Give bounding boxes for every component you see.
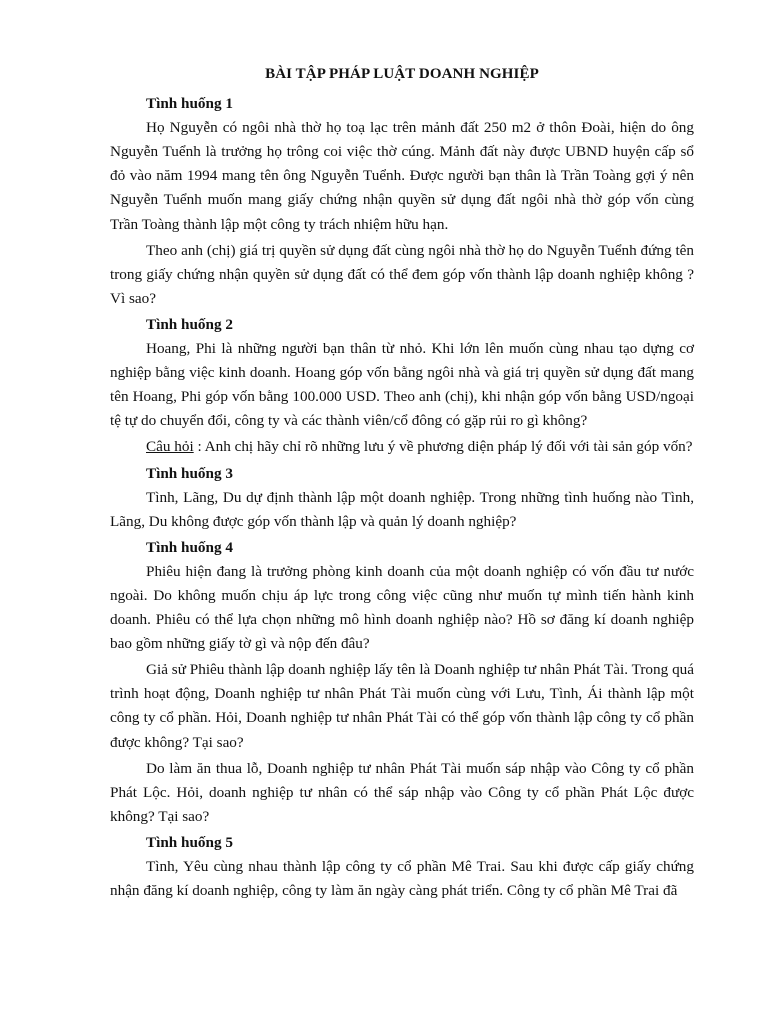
question-text: : Anh chị hãy chỉ rõ những lưu ý về phương diện pháp lý đối với tài sản góp vốn? (193, 438, 693, 456)
section-heading-3: Tình huống 3 (146, 464, 233, 482)
section-2-paragraph-1: Hoang, Phi là những người bạn thân từ nhỏ. Khi lớn lên muốn cùng nhau tạo dựng cơ nghiệp bằng việc kinh doanh. Hoang góp vốn bằng ngôi nhà và giá trị quyền sử dụng đất mang tên Hoang, Phi góp vốn bằng 100.000 USD. Theo anh (chị), khi nhận góp vốn bằng USD/ngoại tệ tự do chuyển đổi, công ty và các thành viên/cổ đông có gặp rủi ro gì không? (110, 340, 694, 430)
section-5-paragraph-1: Tình, Yêu cùng nhau thành lập công ty cổ phần Mê Trai. Sau khi được cấp giấy chứng nhận đăng kí doanh nghiệp, công ty làm ăn ngày càng phát triển. Công ty cổ phần Mê Trai đã (110, 858, 694, 900)
section-2-question (110, 435, 694, 459)
document-page (110, 62, 694, 905)
question-label: Câu hỏi (146, 438, 194, 456)
section-4-paragraph-2: Giả sử Phiêu thành lập doanh nghiệp lấy tên là Doanh nghiệp tư nhân Phát Tài. Trong quá trình hoạt động, Doanh nghiệp tư nhân Phát Tài muốn cùng với Lưu, Tình, Ái thành lập một công ty cổ phần. Hỏi, Doanh nghiệp tư nhân Phát Tài có thể góp vốn thành lập công ty cổ phần được không? Tại sao? (110, 661, 694, 751)
section-heading-2: Tình huống 2 (146, 315, 233, 333)
document-title: BÀI TẬP PHÁP LUẬT DOANH NGHIỆP (265, 66, 539, 82)
section-3-paragraph-1: Tình, Lãng, Du dự định thành lập một doanh nghiệp. Trong những tình huống nào Tình, Lãng, Du không được góp vốn thành lập và quản lý doanh nghiệp? (110, 488, 694, 530)
section-heading-5: Tình huống 5 (146, 833, 233, 851)
section-1-paragraph-1: Họ Nguyễn có ngôi nhà thờ họ toạ lạc trên mảnh đất 250 m2 ở thôn Đoài, hiện do ông Nguyễn Tuểnh là trưởng họ trông coi việc thờ cúng. Mảnh đất này được UBND huyện cấp sổ đỏ vào năm 1994 mang tên ông Nguyễn Tuểnh. Được người bạn thân là Trần Toàng gợi ý nên Nguyễn Tuểnh muốn mang giấy chứng nhận quyền sử dụng đất ngôi nhà thờ góp vốn cùng Trần Toàng thành lập một công ty trách nhiệm hữu hạn. (110, 119, 694, 233)
section-4-paragraph-3: Do làm ăn thua lỗ, Doanh nghiệp tư nhân Phát Tài muốn sáp nhập vào Công ty cổ phần Phát Lộc. Hỏi, doanh nghiệp tư nhân có thể sáp nhập vào Công ty cổ phần Phát Lộc được không? Tại sao? (110, 759, 694, 825)
section-4-paragraph-1: Phiêu hiện đang là trưởng phòng kinh doanh của một doanh nghiệp có vốn đầu tư nước ngoài. Do không muốn chịu áp lực trong công việc cũng như muốn tự mình tiến hành kinh doanh. Phiêu có thể lựa chọn những mô hình doanh nghiệp nào? Hồ sơ đăng kí doanh nghiệp bao gồm những giấy tờ gì và nộp đến đâu? (110, 562, 694, 653)
section-heading-4: Tình huống 4 (146, 538, 233, 556)
section-heading-1: Tình huống 1 (146, 95, 233, 113)
section-1-paragraph-2: Theo anh (chị) giá trị quyền sử dụng đất cùng ngôi nhà thờ họ do Nguyễn Tuểnh đứng tên trong giấy chứng nhận quyền sử dụng đất có thể đem góp vốn thành lập doanh nghiệp không ? Vì sao? (110, 241, 694, 307)
